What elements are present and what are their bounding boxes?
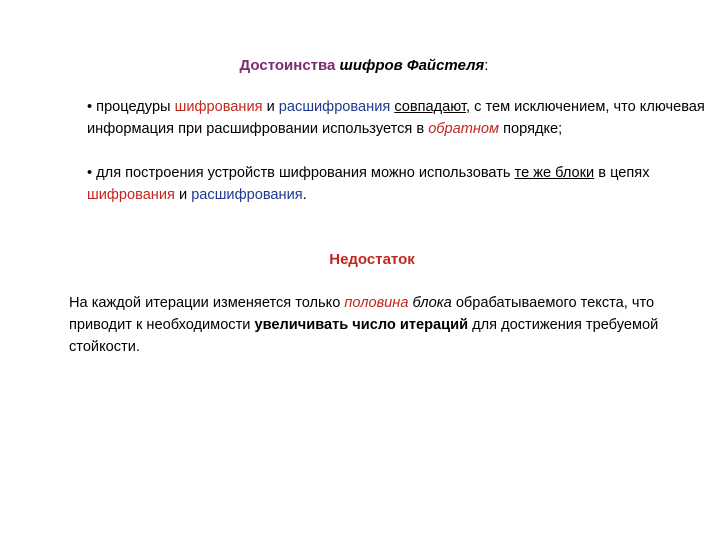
- disadvantage-paragraph: [61, 292, 689, 358]
- d-increase-iterations: увеличивать число итераций: [254, 317, 469, 333]
- b1-coincide: совпадают: [394, 99, 466, 115]
- b2-t7: .: [302, 187, 307, 203]
- b2-t1: • для построения устройств шифрования можно использовать: [87, 165, 515, 181]
- advantages-title: [4, 56, 720, 76]
- advantage-bullet-1: [61, 96, 707, 140]
- b1-reverse: обратном: [428, 121, 500, 137]
- d-t5: обрабатываемого текста, что приводит к необходимости: [69, 295, 655, 333]
- b1-t9: порядке;: [499, 121, 563, 137]
- d-block: блока: [412, 295, 452, 311]
- b2-t3: в цепях: [594, 165, 650, 181]
- disadvantage-title: Недостаток: [329, 251, 415, 268]
- b1-t7: , с тем исключением, что ключевая информация при расшифровании используется в: [87, 99, 705, 137]
- b1-t3: и: [262, 99, 279, 115]
- advantage-bullet-2: [61, 162, 707, 206]
- b1-encryption: шифрования: [174, 99, 263, 115]
- advantages-title-word2: шифров Файстеля: [339, 57, 485, 74]
- b2-encryption: шифрования: [87, 187, 175, 203]
- b1-t1: • процедуры: [87, 99, 175, 115]
- advantages-title-word1: Достоинства: [239, 57, 336, 74]
- b2-t5: и: [174, 187, 192, 203]
- d-t7: для достижения требуемой стойкости.: [69, 317, 659, 355]
- advantages-title-colon: :: [484, 57, 489, 74]
- d-t1: На каждой итерации изменяется только: [69, 295, 345, 311]
- b1-decryption: расшифрования: [278, 99, 391, 115]
- b2-decryption: расшифрования: [191, 187, 303, 203]
- b2-same-blocks: те же блоки: [514, 165, 595, 181]
- d-half: половина: [344, 295, 409, 311]
